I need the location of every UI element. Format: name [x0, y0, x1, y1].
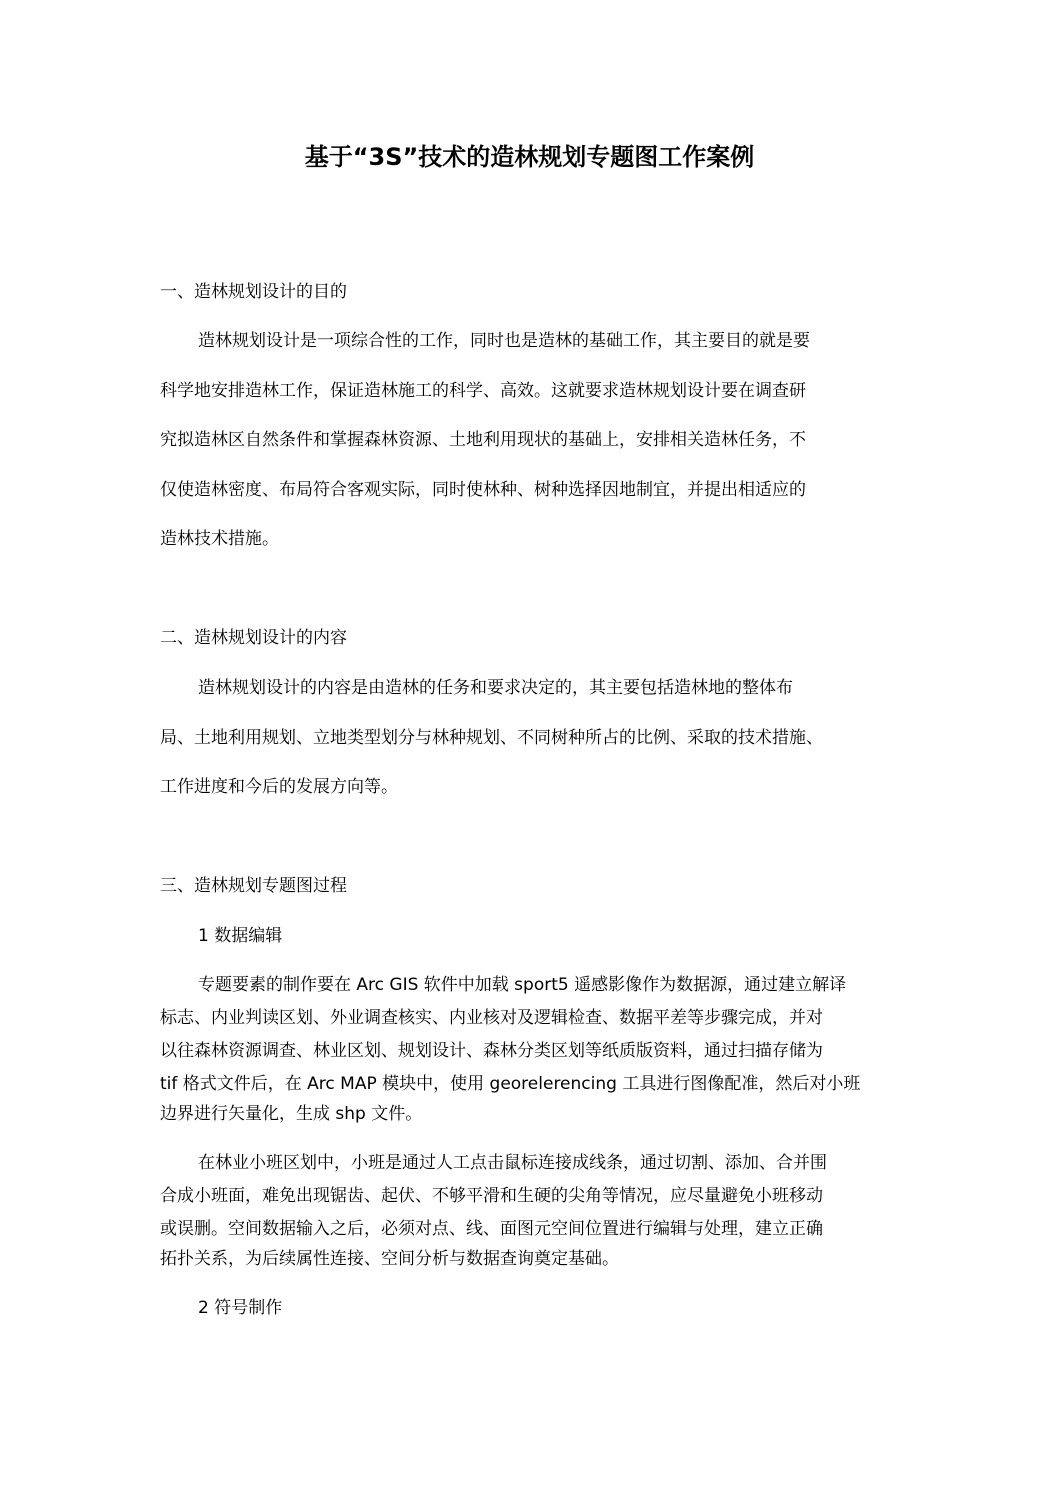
subsection-2-heading: 2 符号制作	[198, 1298, 283, 1318]
paragraph-line: 在林业小班区划中，小班是通过人工点击鼠标连接成线条，通过切割、添加、合并围	[198, 1153, 827, 1173]
document-title: 基于“3S”技术的造林规划专题图工作案例	[304, 143, 755, 171]
section-1-line: 科学地安排造林工作，保证造林施工的科学、高效。这就要求造林规划设计要在调查研	[160, 381, 806, 401]
section-1-heading: 一、造林规划设计的目的	[160, 282, 347, 302]
section-1-line: 造林技术措施。	[160, 529, 279, 549]
paragraph-line: 标志、内业判读区划、外业调查核实、内业核对及逻辑检查、数据平差等步骤完成，并对	[160, 1008, 823, 1028]
paragraph-line: tif 格式文件后，在 Arc MAP 模块中，使用 georelerencing 工具进行图像配准，然后对小班	[160, 1074, 861, 1094]
section-1-line: 究拟造林区自然条件和掌握森林资源、土地利用现状的基础上，安排相关造林任务，不	[160, 430, 806, 450]
section-1-line: 造林规划设计是一项综合性的工作，同时也是造林的基础工作，其主要目的就是要	[198, 331, 810, 351]
section-2-line: 工作进度和今后的发展方向等。	[160, 777, 398, 797]
subsection-1-heading: 1 数据编辑	[198, 926, 283, 946]
section-3-heading: 三、造林规划专题图过程	[160, 876, 347, 896]
section-2-heading: 二、造林规划设计的内容	[160, 628, 347, 648]
paragraph-line: 或误删。空间数据输入之后，必须对点、线、面图元空间位置进行编辑与处理，建立正确	[160, 1219, 823, 1239]
paragraph-line: 边界进行矢量化，生成 shp 文件。	[160, 1104, 423, 1124]
paragraph-line: 合成小班面，难免出现锯齿、起伏、不够平滑和生硬的尖角等情况，应尽量避免小班移动	[160, 1186, 823, 1206]
paragraph-line: 拓扑关系，为后续属性连接、空间分析与数据查询奠定基础。	[160, 1249, 619, 1269]
section-2-line: 造林规划设计的内容是由造林的任务和要求决定的，其主要包括造林地的整体布	[198, 678, 793, 698]
paragraph-line: 专题要素的制作要在 Arc GIS 软件中加载 sport5 遥感影像作为数据源，通过建立解译	[198, 975, 847, 995]
section-2-line: 局、土地利用规划、立地类型划分与林种规划、不同树种所占的比例、采取的技术措施、	[160, 728, 823, 748]
section-1-line: 仅使造林密度、布局符合客观实际，同时使林种、树种选择因地制宜，并提出相适应的	[160, 480, 806, 500]
paragraph-line: 以往森林资源调查、林业区划、规划设计、森林分类区划等纸质版资料，通过扫描存储为	[160, 1041, 823, 1061]
